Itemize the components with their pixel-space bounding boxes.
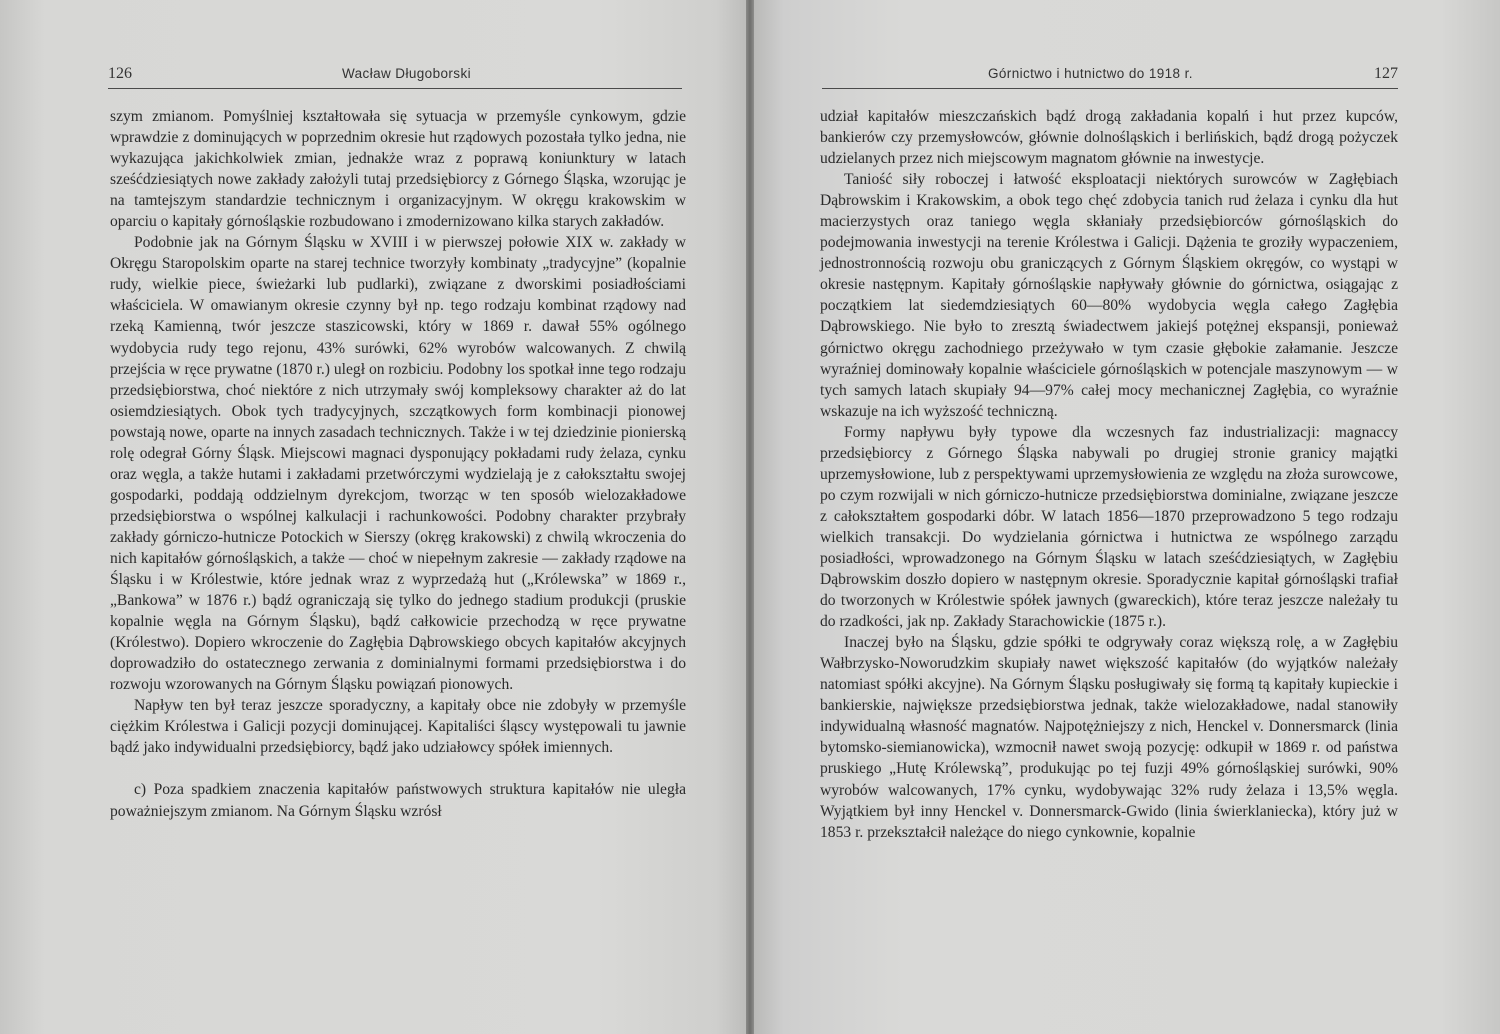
section-paragraph: c) Poza spadkiem znaczenia kapitałów państwowych struktura kapitałów nie uległa poważniejszym zmianom. Na Górnym Śląsku wzrósł bbox=[110, 781, 686, 820]
left-page bbox=[0, 0, 746, 1034]
running-title-left: Wacław Długoborski bbox=[342, 66, 471, 81]
left-page-body bbox=[110, 106, 686, 822]
page-number-left: 126 bbox=[108, 65, 132, 82]
paragraph: Formy napływu były typowe dla wczesnych faz industrializacji: magnaccy przedsiębiorcy z Górnego Śląska nabywali po drugiej stronie granicy majątki uprzemysłowione, lub z perspektywami uprzemysłowienia ze względu na złoża surowcowe, po czym rozwijali w nich górniczo-hutnicze przedsiębiorstwa dominialne, związane jeszcze z całokształtem gospodarki dóbr. W latach 1856—1870 przeprowadzono 5 tego rodzaju wielkich transakcji. Do wydzielania górnictwa i hutnictwa ze wspólnego zarządu posiadłości, wprowadzonego na Górnym Śląsku w latach sześćdziesiątych, w Zagłębiu Dąbrowskim doszło dopiero w następnym okresie. Sporadycznie kapitał górnośląski trafiał do tworzonych w Królestwie spółek jawnych (gwareckich), które teraz jeszcze należały tu do rzadkości, jak np. Zakłady Starachowickie (1875 r.). bbox=[820, 423, 1398, 631]
paragraph: Napływ ten był teraz jeszcze sporadyczny, a kapitały obce nie zdobyły w przemyśle ciężkim Królestwa i Galicji pozycji dominującej. Kapitaliści śląscy występowali tu jawnie bądź jako indywidualni przedsiębiorcy, bądź jako udziałowcy spółek imiennych. bbox=[110, 697, 686, 757]
paragraph: udział kapitałów mieszczańskich bądź drogą zakładania kopalń i hut przez kupców, bankierów czy przemysłowców, głównie dolnośląskich i berlińskich, bądź drogą pożyczek udzielanych przez nich miejscowym magnatom głównie na inwestycje. bbox=[820, 108, 1398, 168]
paragraph: szym zmianom. Pomyślniej kształtowała się sytuacja w przemyśle cynkowym, gdzie wprawdzie z dominujących w poprzednim okresie hut rządowych pozostała tylko jedna, nie wykazująca jakichkolwiek zmian, jednakże wraz z poprawą koniunktury w latach sześćdziesiątych nowe zakłady założyli tutaj przedsiębiorcy z Górnego Śląska, wzorując je na tamtejszym standardzie technicznym i organizacyjnym. W okręgu krakowskim w oparciu o kapitały górnośląskie rozbudowano i zmodernizowano kilka starych zakładów. bbox=[110, 108, 686, 231]
paragraph: Podobnie jak na Górnym Śląsku w XVIII i w pierwszej połowie XIX w. zakłady w Okręgu Staropolskim oparte na starej technice tworzyły kombinaty „tradycyjne” (kopalnie rudy, wielkie piece, świeżarki lub pudlarki), związane z dworskimi posiadłościami właściciela. W omawianym okresie czynny był np. tego rodzaju kombinat rządowy nad rzeką Kamienną, twór jeszcze staszicowski, który w 1869 r. dawał 55% ogólnego wydobycia rudy tego rejonu, 43% surówki, 62% wyrobów walcowanych. Z chwilą przejścia w ręce prywatne (1870 r.) uległ on rozbiciu. Podobny los spotkał inne tego rodzaju przedsiębiorstwa, choć niektóre z nich utrzymały swój kompleksowy charakter aż do lat osiemdziesiątych. Obok tych tradycyjnych, szczątkowych form kombinacji pionowej powstają nowe, oparte na innych zasadach technicznych. Także i w tej dziedzinie pionierską rolę odegrał Górny Śląsk. Miejscowi magnaci dysponujący pokładami rudy żelaza, cynku oraz węgla, a także hutami i zakładami przetwórczymi wydzielają je z całokształtu swojej gospodarki, poddają oddzielnym dyrekcjom, tworząc w ten sposób wielozakładowe przedsiębiorstwa o wspólnej kalkulacji i rachunkowości. Podobny charakter przybrały zakłady górniczo-hutnicze Potockich w Sierszy (okręg krakowski) z chwilą wkroczenia do nich kapitałów górnośląskich, a także — choć w niepełnym zakresie — zakłady rządowe na Śląsku i w Królestwie, które jednak wraz z wyprzedażą hut („Królewska” w 1869 r., „Bankowa” w 1876 r.) bądź ograniczają się tylko do jednego stadium produkcji (pruskie kopalnie węgla na Górnym Śląsku), bądź całkowicie przechodzą w ręce prywatne (Królestwo). Dopiero wkroczenie do Zagłębia Dąbrowskiego obcych kapitałów akcyjnych doprowadziło do ostatecznego zerwania z dominialnymi formami przedsiębiorstwa i do rozwoju wzorowanych na Górnym Śląsku powiązań pionowych. bbox=[110, 234, 686, 694]
paragraph: Inaczej było na Śląsku, gdzie spółki te odgrywały coraz większą rolę, a w Zagłębiu Wałbrzysko-Noworudzkim skupiały nawet większość kapitałów (do wyjątków należały natomiast spółki akcyjne). Na Górnym Śląsku posługiwały się formą tą kapitały kupieckie i bankierskie, największe przedsiębiorstwa jednak, także wielozakładowe, nadal stanowiły indywidualną własność magnatów. Najpotężniejszy z nich, Henckel v. Donnersmarck (linia bytomsko-siemianowicka), wzmocnił nawet swoją pozycję: odkupił w 1869 r. od państwa pruskiego „Hutę Królewską”, produkując po tej fuzji 49% górnośląskiej surówki, 90% wyrobów walcowanych, 17% cynku, wydobywając 32% rudy żelaza i 13,5% węgla. Wyjątkiem był inny Henckel v. Donnersmarck-Gwido (linia świerklaniecka), który już w 1853 r. przekształcił należące do niego cynkownie, kopalnie bbox=[820, 634, 1398, 841]
running-title-right: Górnictwo i hutnictwo do 1918 r. bbox=[988, 66, 1193, 81]
right-page bbox=[754, 0, 1500, 1034]
page-number-right: 127 bbox=[1374, 65, 1398, 82]
paragraph: Taniość siły roboczej i łatwość eksploatacji niektórych surowców w Zagłębiach Dąbrowskim i Krakowskim, a obok tego chęć zdobycia tanich rud żelaza i cynku dla hut macierzystych oraz taniego węgla skłaniały przedsiębiorców górnośląskich do podejmowania inwestycji na terenie Królestwa i Galicji. Dążenia te groziły wypaczeniem, jednostronnością rozwoju obu graniczących z Górnym Śląskiem okręgów, co wystąpi w okresie następnym. Kapitały górnośląskie napływały głównie do górnictwa, osiągając z początkiem lat siedemdziesiątych 60—80% wydobycia węgla całego Zagłębia Dąbrowskiego. Nie było to zresztą świadectwem jakiejś potężnej ekspansji, ponieważ górnictwo okręgu zachodniego przeżywało w tym czasie głębokie załamanie. Jeszcze wyraźniej dominowały kopalnie właściciele górnośląskich w potencjale maszynowym — w tych samych latach skupiały 94—97% całej mocy mechanicznej Zagłębia, co wyraźnie wskazuje na ich wyższość techniczną. bbox=[820, 171, 1398, 420]
book-gutter bbox=[746, 0, 754, 1034]
right-page-header bbox=[822, 64, 1398, 89]
right-page-body bbox=[820, 106, 1398, 843]
left-page-header bbox=[108, 64, 682, 89]
